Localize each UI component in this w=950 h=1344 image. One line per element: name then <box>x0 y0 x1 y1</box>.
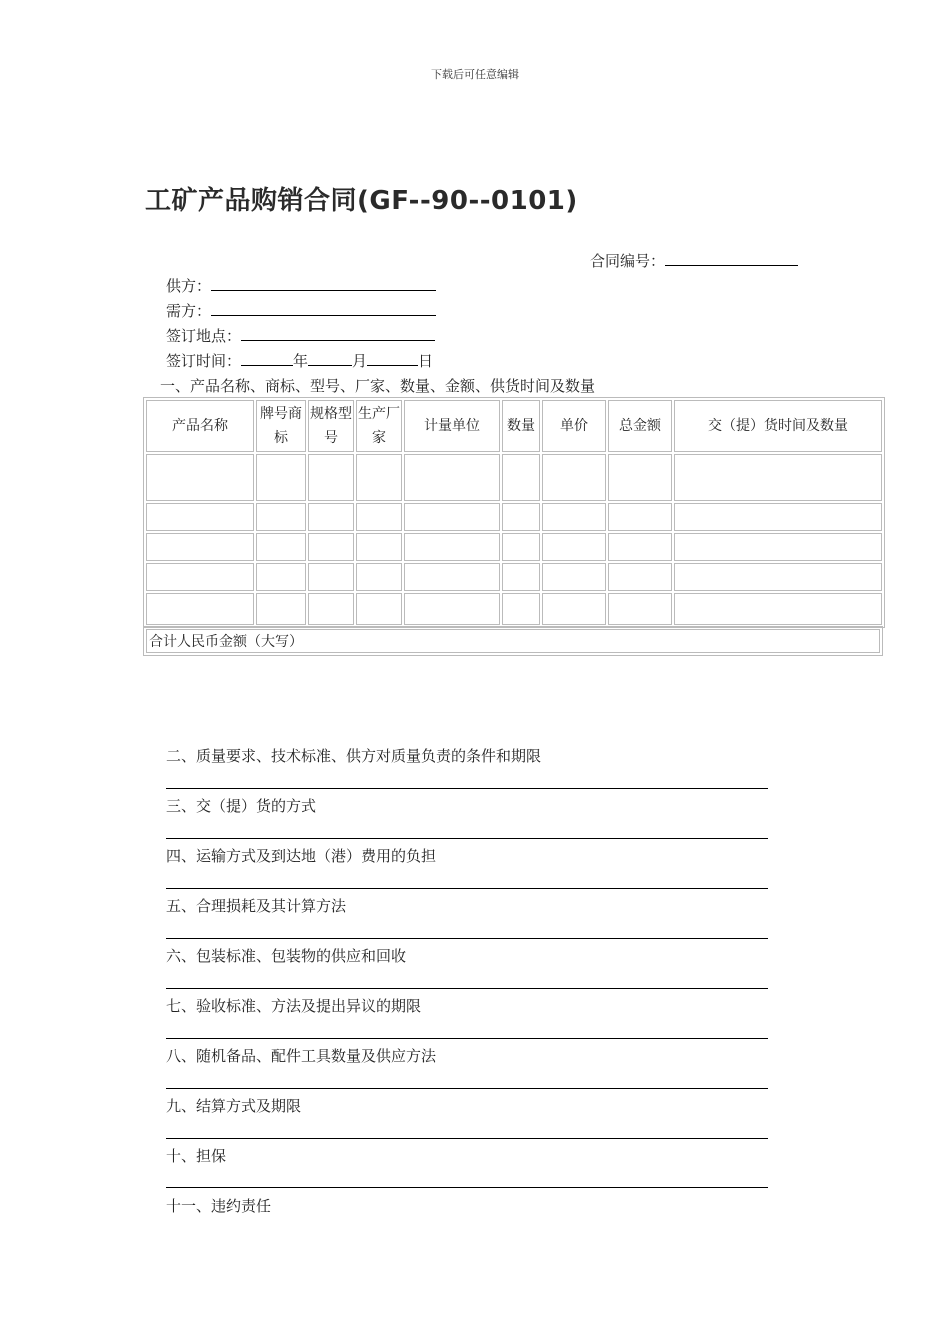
section-spare-parts-blank[interactable] <box>166 1088 768 1089</box>
section-acceptance: 七、验收标准、方法及提出异议的期限 <box>166 997 422 1015</box>
supplier-label: 供方： <box>166 277 212 295</box>
product-table <box>143 397 885 628</box>
table-cell[interactable] <box>542 454 606 501</box>
table-cell[interactable] <box>674 533 882 561</box>
table-row <box>146 503 882 531</box>
header-product-name: 产品名称 <box>146 400 254 452</box>
table-cell[interactable] <box>356 503 402 531</box>
year-field[interactable] <box>241 351 293 366</box>
section-packaging: 六、包装标准、包装物的供应和回收 <box>166 947 407 965</box>
table-cell[interactable] <box>404 454 500 501</box>
table-cell[interactable] <box>502 503 540 531</box>
table-header-row <box>146 400 882 452</box>
table-cell[interactable] <box>542 563 606 591</box>
buyer-line <box>166 300 436 321</box>
table-cell[interactable] <box>256 563 306 591</box>
sign-place-field[interactable] <box>241 326 435 341</box>
section1-title: 一、产品名称、商标、型号、厂家、数量、金额、供货时间及数量 <box>160 377 596 395</box>
table-cell[interactable] <box>356 533 402 561</box>
table-cell[interactable] <box>502 533 540 561</box>
contract-no-line <box>590 250 798 271</box>
table-cell[interactable] <box>356 563 402 591</box>
table-cell[interactable] <box>608 454 672 501</box>
table-cell[interactable] <box>404 563 500 591</box>
table-cell[interactable] <box>542 503 606 531</box>
section-loss: 五、合理损耗及其计算方法 <box>166 897 347 915</box>
header-unit: 计量单位 <box>404 400 500 452</box>
table-cell[interactable] <box>256 533 306 561</box>
table-cell[interactable] <box>256 454 306 501</box>
table-cell[interactable] <box>608 563 672 591</box>
table-cell[interactable] <box>308 533 354 561</box>
supplier-field[interactable] <box>211 276 436 291</box>
month-label: 月 <box>352 352 368 370</box>
year-label: 年 <box>293 352 309 370</box>
section-spare-parts: 八、随机备品、配件工具数量及供应方法 <box>166 1047 437 1065</box>
header-quantity: 数量 <box>502 400 540 452</box>
total-amount-label[interactable]: 合计人民币金额（大写） <box>146 629 880 653</box>
section-loss-blank[interactable] <box>166 938 768 939</box>
header-manufacturer: 生产厂家 <box>356 400 402 452</box>
contract-no-field[interactable] <box>665 251 798 266</box>
table-cell[interactable] <box>256 503 306 531</box>
table-row <box>146 563 882 591</box>
section-quality: 二、质量要求、技术标准、供方对质量负责的条件和期限 <box>166 747 542 765</box>
table-cell[interactable] <box>404 533 500 561</box>
buyer-label: 需方： <box>166 302 212 320</box>
supplier-line <box>166 275 436 296</box>
section-delivery-method-blank[interactable] <box>166 838 768 839</box>
table-cell[interactable] <box>308 563 354 591</box>
table-cell[interactable] <box>502 593 540 625</box>
section-transport: 四、运输方式及到达地（港）费用的负担 <box>166 847 437 865</box>
section-delivery-method: 三、交（提）货的方式 <box>166 797 317 815</box>
table-cell[interactable] <box>674 454 882 501</box>
table-row <box>146 454 882 501</box>
table-cell[interactable] <box>674 563 882 591</box>
table-cell[interactable] <box>542 593 606 625</box>
sign-time-line <box>166 350 433 371</box>
section-settlement-blank[interactable] <box>166 1138 768 1139</box>
header-total: 总金额 <box>608 400 672 452</box>
table-row <box>146 593 882 625</box>
table-cell[interactable] <box>146 503 254 531</box>
section-quality-blank[interactable] <box>166 788 768 789</box>
header-note: 下载后可任意编辑 <box>431 68 519 81</box>
section-liability: 十一、违约责任 <box>166 1197 272 1215</box>
sign-time-label: 签订时间： <box>166 352 242 370</box>
table-cell[interactable] <box>356 593 402 625</box>
table-cell[interactable] <box>608 503 672 531</box>
header-spec: 规格型号 <box>308 400 354 452</box>
section-guarantee-blank[interactable] <box>166 1187 768 1188</box>
table-cell[interactable] <box>308 593 354 625</box>
page-title: 工矿产品购销合同(GF--90--0101) <box>145 186 578 216</box>
table-cell[interactable] <box>502 563 540 591</box>
table-row <box>146 533 882 561</box>
section-guarantee: 十、担保 <box>166 1147 227 1165</box>
sign-place-line <box>166 325 435 346</box>
table-cell[interactable] <box>146 593 254 625</box>
table-cell[interactable] <box>146 454 254 501</box>
table-cell[interactable] <box>674 503 882 531</box>
header-unit-price: 单价 <box>542 400 606 452</box>
month-field[interactable] <box>308 351 352 366</box>
buyer-field[interactable] <box>211 301 436 316</box>
table-cell[interactable] <box>146 563 254 591</box>
table-cell[interactable] <box>308 454 354 501</box>
table-cell[interactable] <box>404 503 500 531</box>
table-cell[interactable] <box>674 593 882 625</box>
section-packaging-blank[interactable] <box>166 988 768 989</box>
table-cell[interactable] <box>356 454 402 501</box>
day-field[interactable] <box>367 351 418 366</box>
day-label: 日 <box>418 352 434 370</box>
section-transport-blank[interactable] <box>166 888 768 889</box>
table-cell[interactable] <box>404 593 500 625</box>
total-amount-row <box>143 626 883 656</box>
table-cell[interactable] <box>256 593 306 625</box>
header-delivery: 交（提）货时间及数量 <box>674 400 882 452</box>
header-brand: 牌号商标 <box>256 400 306 452</box>
table-cell[interactable] <box>146 533 254 561</box>
table-cell[interactable] <box>542 533 606 561</box>
table-cell[interactable] <box>608 593 672 625</box>
section-acceptance-blank[interactable] <box>166 1038 768 1039</box>
table-cell[interactable] <box>502 454 540 501</box>
sign-place-label: 签订地点： <box>166 327 242 345</box>
table-cell[interactable] <box>308 503 354 531</box>
section-settlement: 九、结算方式及期限 <box>166 1097 302 1115</box>
table-cell[interactable] <box>608 533 672 561</box>
contract-no-label: 合同编号： <box>590 252 666 270</box>
